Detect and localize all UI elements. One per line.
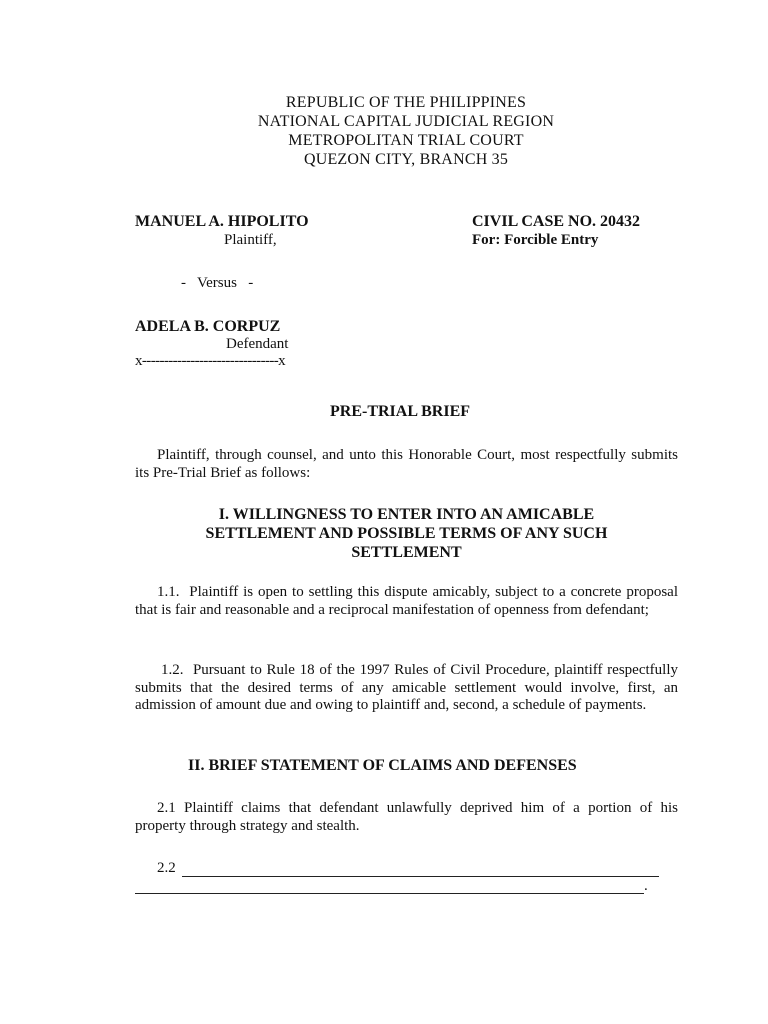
case-number: CIVIL CASE NO. 20432: [472, 213, 641, 230]
header-line-branch: QUEZON CITY, BRANCH 35: [303, 151, 509, 168]
paragraph-2-2-end: .: [644, 878, 648, 894]
section-1-title: [135, 505, 678, 562]
intro-text: Plaintiff, through counsel, and unto this Honorable Court, most respectfully submits its Pre-Trial Brief as follows:: [135, 447, 678, 481]
paragraph-1-2-text: 1.2. Pursuant to Rule 18 of the 1997 Rules of Civil Procedure, plaintiff respectfully submits that the desired terms of any amicable settlement would involve, first, an admission of amount due and owing to plaintiff and, second, a schedule of payments.: [135, 662, 682, 714]
header-line-region: NATIONAL CAPITAL JUDICIAL REGION: [257, 113, 555, 130]
header-line-republic: REPUBLIC OF THE PHILIPPINES: [285, 94, 527, 111]
caption-separator: x-------------------------------x: [135, 353, 286, 369]
versus-label: - Versus -: [181, 275, 254, 291]
blank-line-2: [135, 893, 644, 894]
plaintiff-role: Plaintiff,: [224, 232, 277, 248]
section-1-title-line-2: SETTLEMENT AND POSSIBLE TERMS OF ANY SUCH: [205, 525, 608, 542]
plaintiff-name: MANUEL A. HIPOLITO: [135, 213, 309, 230]
defendant-role: Defendant: [226, 336, 289, 352]
paragraph-1-2: [135, 662, 682, 715]
section-1-title-line-3: SETTLEMENT: [351, 544, 462, 561]
paragraph-2-2-label: 2.2: [157, 860, 176, 876]
defendant-name: ADELA B. CORPUZ: [135, 318, 281, 335]
paragraph-1-1: [135, 584, 682, 619]
paragraph-2-1-text: 2.1 Plaintiff claims that defendant unlawfully deprived him of a portion of his property through strategy and stealth.: [135, 800, 678, 834]
blank-line-1: [182, 876, 659, 877]
section-1-title-line-1: I. WILLINGNESS TO ENTER INTO AN AMICABLE: [218, 506, 595, 523]
header-line-court: METROPOLITAN TRIAL COURT: [288, 132, 524, 149]
section-2-title: II. BRIEF STATEMENT OF CLAIMS AND DEFENSES: [188, 757, 577, 774]
document-title: PRE-TRIAL BRIEF: [330, 403, 471, 420]
paragraph-2-1: [135, 800, 678, 835]
case-type: For: Forcible Entry: [472, 232, 599, 248]
paragraph-1-1-text: 1.1. Plaintiff is open to settling this dispute amicably, subject to a concrete proposal that is fair and reasonable and a reciprocal manifestation of openness from defendant;: [135, 584, 682, 618]
court-header: [0, 93, 768, 169]
intro-paragraph: [135, 447, 678, 482]
